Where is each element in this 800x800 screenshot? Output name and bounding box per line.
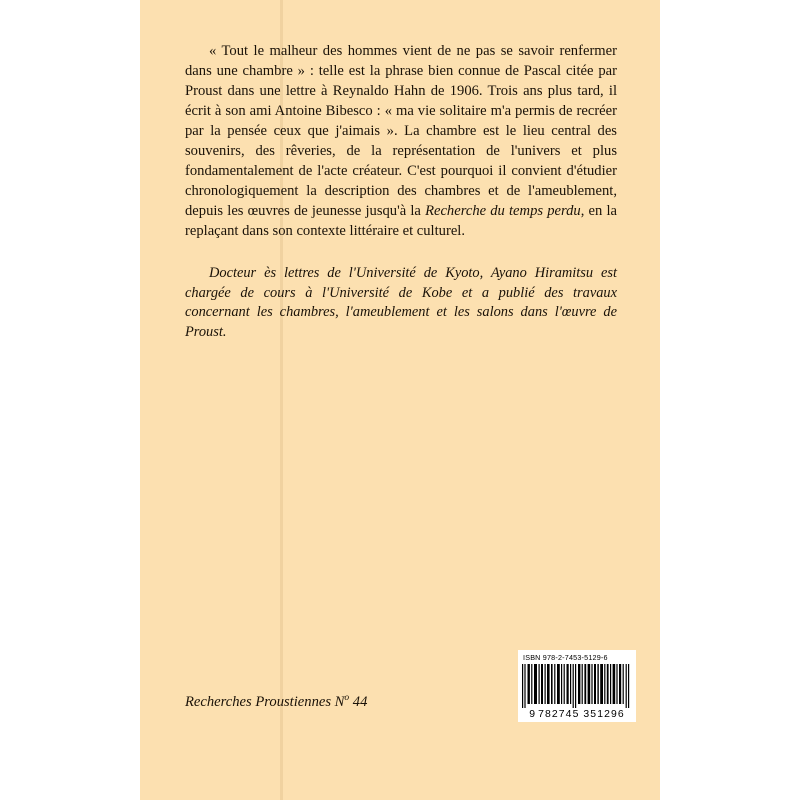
series-number: 44 [349,693,368,710]
blurb-text-end: , en la replaçant dans son contexte littéraire et culturel. [185,202,617,239]
series-ordinal: o [344,693,350,703]
blurb-text-main: « Tout le malheur des hommes vient de ne pas se savoir renfermer dans une chambre » : telle est la phrase bien connue de Pascal citée par Proust dans une lettre à Reynaldo Hahn de 1906. Trois ans plus tard, il écrit à son ami Antoine Bibesco : « ma vie solitaire m'a permis de recréer par la pensée ceux que j'aimais ». La chambre est le lieu central des souvenirs, des rêveries, de la représentation de l'univers et plus fondamentalement de l'acte créateur. C'est pourquoi il convient d'étudier chronologiquement la description des chambres et de l'ameublement, depuis les œuvres de jeunesse jusqu'à la [185,43,617,219]
barcode-block [518,650,636,722]
isbn-label: ISBN 978-2-7453-5129-6 [523,653,608,662]
book-back-cover [140,0,660,800]
cover-text-block [185,42,617,357]
author-bio-paragraph: Docteur ès lettres de l'Université de Kyoto, Ayano Hiramitsu est chargée de cours à l'Université de Kobe et a publié des travaux concernant les chambres, l'ameublement et les salons dans l'œuvre de Proust. [185,264,617,341]
barcode-lead-digit: 9 [529,709,537,720]
series-label: Recherches Proustiennes N [185,693,345,710]
blurb-book-title: Recherche du temps perdu [425,202,581,219]
barcode-number [522,709,632,720]
barcode-main-digits: 782745 351296 [538,709,625,720]
series-line [185,693,445,711]
blurb-paragraph [185,42,617,242]
barcode-icon [522,664,632,708]
